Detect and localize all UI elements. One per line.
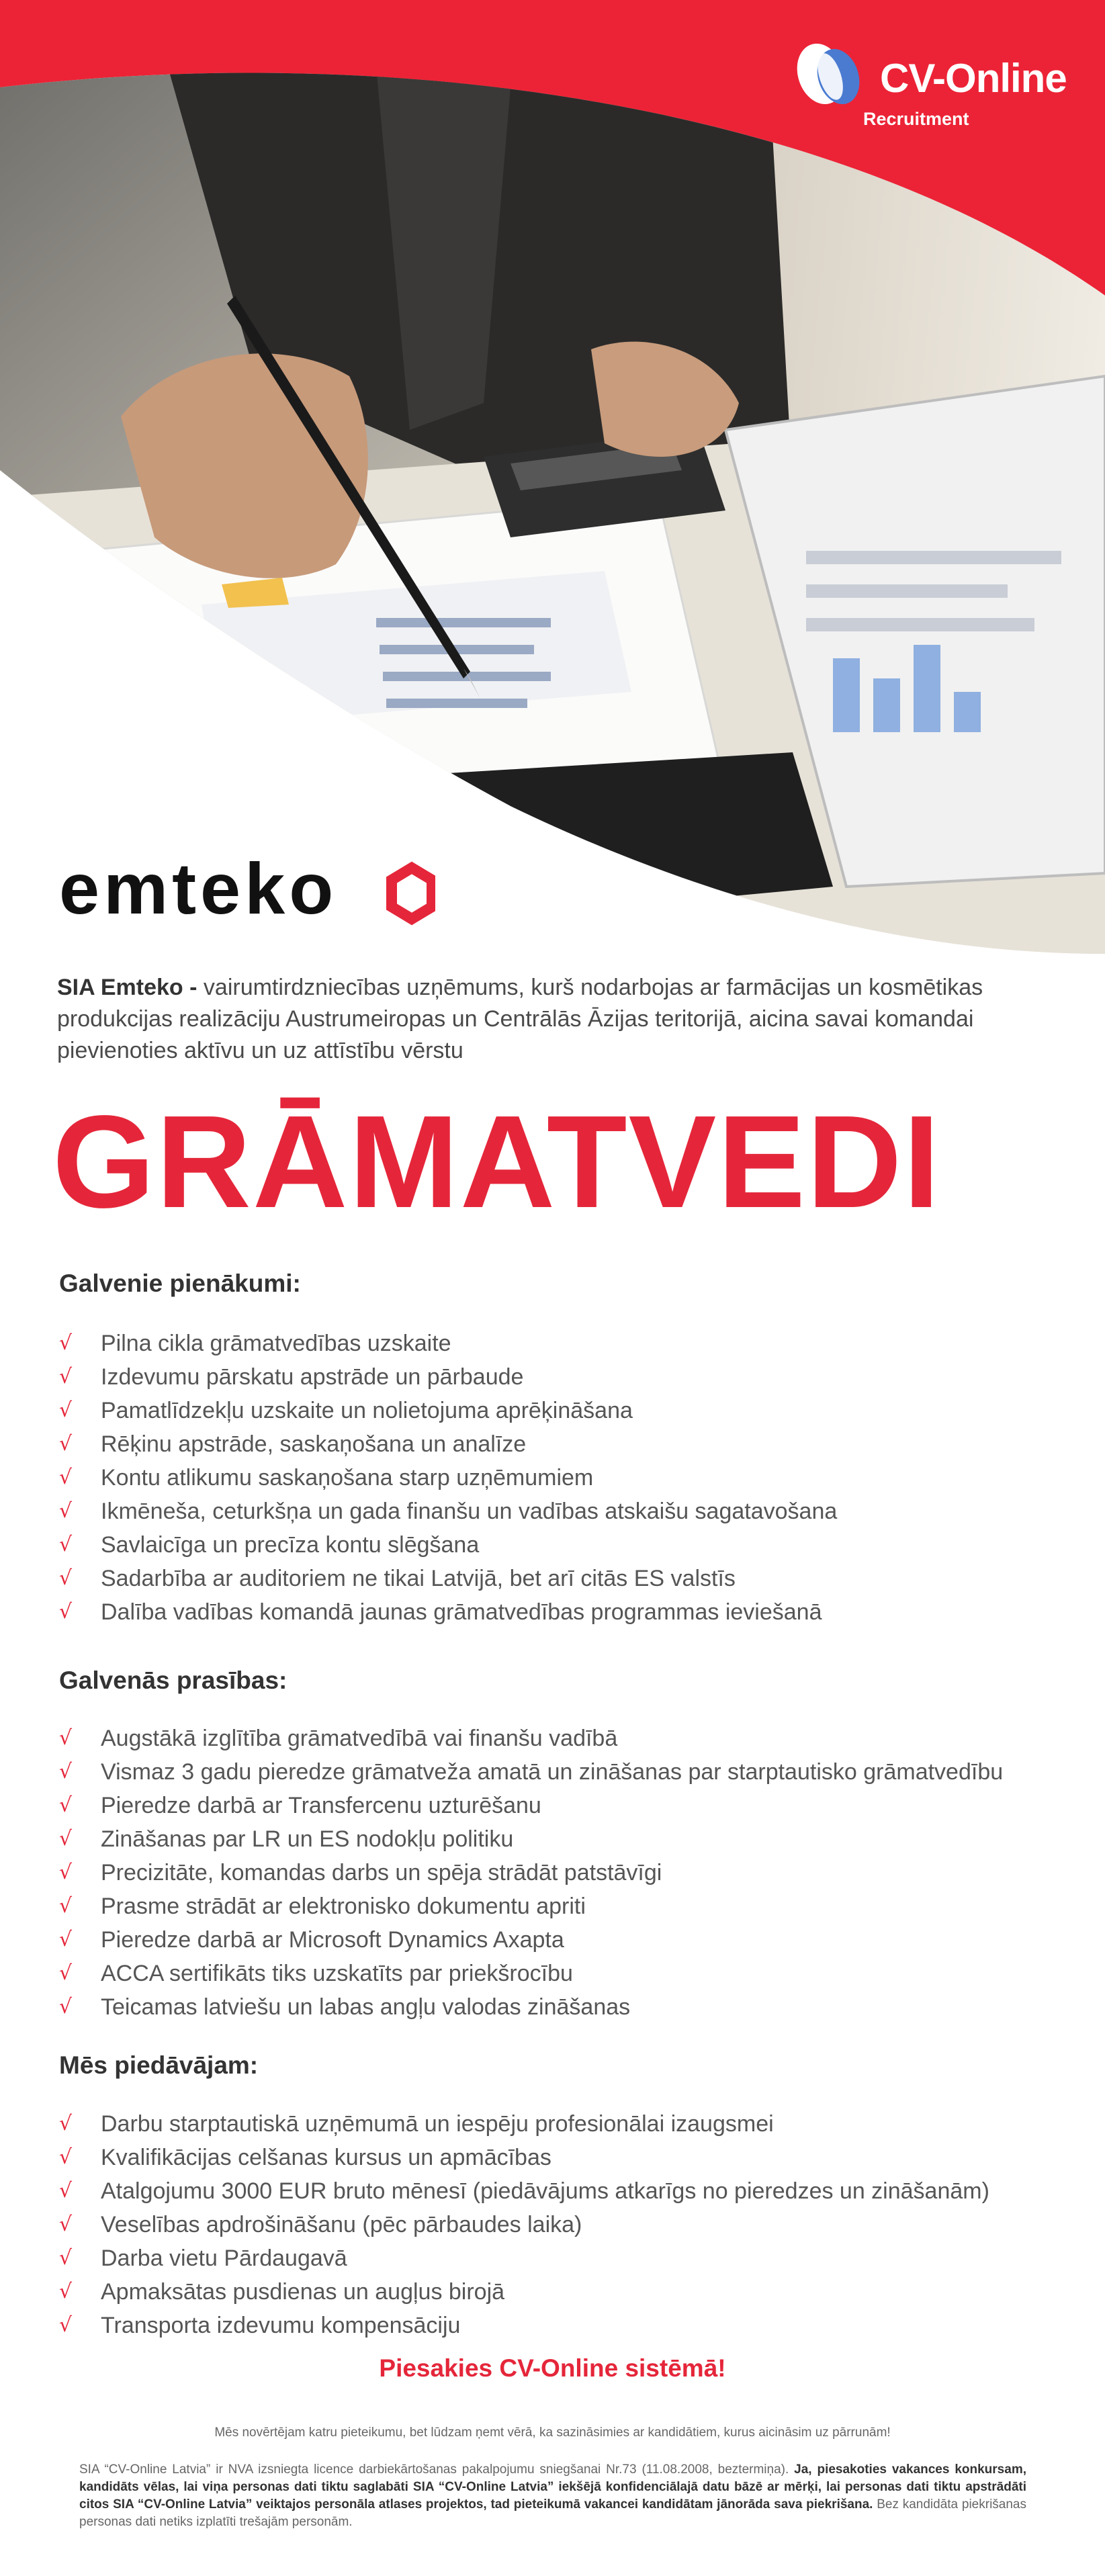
requirements-list [59,1722,1003,2024]
list-item-text: Ikmēneša, ceturkšņa un gada finanšu un vadības atskaišu sagatavošana [101,1499,838,1524]
list-item-text: Sadarbība ar auditoriem ne tikai Latvijā, bet arī citās ES valstīs [101,1566,736,1591]
duties-heading: Galvenie pienākumi: [59,1270,301,1297]
job-title: GRĀMATVEDI [52,1088,941,1235]
checkmark-icon: √ [59,1861,73,1884]
list-item-text: Zināšanas par LR un ES nodokļu politiku [101,1826,514,1852]
checkmark-icon: √ [59,1894,73,1918]
list-item [59,1990,1003,2024]
legal-privacy: Bez kandidāta piekrišanas personas dati netiks izplatīti trešajām personām. [79,2497,1026,2529]
legal-text [79,2461,1026,2531]
checkmark-icon: √ [59,1995,73,2018]
checkmark-icon: √ [59,1398,73,1422]
list-item-text: Veselības apdrošināšanu (pēc pārbaudes laika) [101,2212,582,2237]
checkmark-icon: √ [59,2145,73,2169]
list-item-text: Apmaksātas pusdienas un augļus birojā [101,2279,505,2305]
list-item-text: Izdevumu pārskatu apstrāde un pārbaude [101,1364,524,1390]
list-item [59,1495,837,1528]
list-item [59,2208,989,2241]
checkmark-icon: √ [59,1466,73,1489]
checkmark-icon: √ [59,2112,73,2135]
list-item [59,2174,989,2208]
checkmark-icon: √ [59,1928,73,1951]
list-item-text: Pieredze darbā ar Transfercenu uzturēšanu [101,1793,541,1818]
list-item-text: Darba vietu Pārdaugavā [101,2246,347,2271]
checkmark-icon: √ [59,1499,73,1523]
list-item [59,1755,1003,1789]
offer-list [59,2107,989,2342]
checkmark-icon: √ [59,1961,73,1985]
list-item-text: Teicamas latviešu un labas angļu valodas zināšanas [101,1994,631,2020]
list-item [59,1595,837,1629]
legal-license: SIA “CV-Online Latvia” ir NVA izsniegta licence darbiekārtošanas pakalpojumu sniegšanai Nr.73 (11.08.2008, beztermiņa). [79,2462,789,2477]
checkmark-icon: √ [59,1331,73,1355]
brand-name: CV-Online [880,56,1067,101]
list-item [59,2141,989,2174]
intro-paragraph [57,972,1038,1067]
cv-online-logo[interactable] [793,42,1075,129]
checkmark-icon: √ [59,1365,73,1388]
list-item-text: Pilna cikla grāmatvedības uzskaite [101,1331,451,1356]
checkmark-icon: √ [59,1793,73,1817]
list-item [59,2275,989,2309]
list-item-text: Savlaicīga un precīza kontu slēgšana [101,1532,480,1558]
hero-banner [0,0,1105,954]
list-item-text: Precizitāte, komandas darbs un spēja strādāt patstāvīgi [101,1860,662,1885]
list-item [59,1327,837,1360]
hexagon-icon [392,868,432,919]
list-item-text: Darbu starptautiskā uzņēmumā un iespēju profesionālai izaugsmei [101,2111,774,2137]
checkmark-icon: √ [59,2179,73,2203]
list-item-text: Dalība vadības komandā jaunas grāmatvedības programmas ieviešanā [101,1599,822,1625]
checkmark-icon: √ [59,1566,73,1590]
checkmark-icon: √ [59,1533,73,1556]
checkmark-icon: √ [59,2313,73,2337]
list-item-text: Vismaz 3 gadu pieredze grāmatveža amatā un zināšanas par starptautisko grāmatvedību [101,1759,1004,1785]
list-item [59,1923,1003,1957]
legal-consent: Ja, piesakoties vakances konkursam, kandidāts vēlas, lai viņa personas dati tiktu saglabāti SIA “CV-Online Latvia” iekšējā konfidenciālajā datu bāzē ar mērķi, lai personas dati tiktu apstrādāti citos SIA “CV-Online Latvia” veiktajos personāla atlases projektos, tad pieteikumā vakancei kandidātam jānorāda sava piekrišana. [79,2462,1026,2512]
list-item-text: Prasme strādāt ar elektronisko dokumentu apriti [101,1894,586,1919]
offer-heading: Mēs piedāvājam: [59,2051,259,2079]
checkmark-icon: √ [59,2280,73,2303]
checkmark-icon: √ [59,1432,73,1456]
checkmark-icon: √ [59,2213,73,2236]
list-item-text: Augstākā izglītība grāmatvedībā vai finanšu vadībā [101,1726,618,1751]
list-item [59,1461,837,1495]
emteko-logo-text: emteko [59,853,338,927]
list-item [59,1528,837,1562]
requirements-heading: Galvenās prasības: [59,1667,288,1694]
list-item [59,1822,1003,1856]
list-item-text: Pamatlīdzekļu uzskaite un nolietojuma aprēķināšana [101,1398,633,1423]
checkmark-icon: √ [59,1600,73,1624]
applications-note: Mēs novērtējam katru pieteikumu, bet lūdzam ņemt vērā, ka sazināsimies ar kandidātiem, kurus aicināsim uz pārrunām! [214,2426,891,2440]
list-item-text: Atalgojumu 3000 EUR bruto mēnesī (piedāvājums atkarīgs no pieredzes un zināšanām) [101,2178,989,2204]
emteko-logo [59,853,435,927]
company-name: SIA Emteko - [57,975,197,1000]
company-description: vairumtirdzniecības uzņēmums, kurš nodarbojas ar farmācijas un kosmētikas produkcijas realizāciju Austrumeiropas un Centrālās Āzijas teritorijā, aicina savai komandai pievienoties aktīvu un uz attīstību vērstu [57,975,983,1063]
list-item [59,1789,1003,1822]
list-item-text: Transporta izdevumu kompensāciju [101,2313,461,2338]
checkmark-icon: √ [59,1827,73,1851]
list-item-text: ACCA sertifikāts tiks uzskatīts par priekšrocību [101,1961,573,1986]
list-item [59,1957,1003,1990]
checkmark-icon: √ [59,2246,73,2270]
list-item [59,2241,989,2275]
list-item-text: Rēķinu apstrāde, saskaņošana un analīze [101,1431,527,1457]
list-item [59,1562,837,1595]
list-item [59,1360,837,1394]
list-item [59,1722,1003,1755]
brand-subtitle: Recruitment [863,109,969,129]
list-item [59,1394,837,1427]
list-item [59,2107,989,2141]
duties-list [59,1327,837,1629]
list-item [59,1427,837,1461]
list-item [59,1856,1003,1890]
list-item [59,1890,1003,1923]
list-item-text: Kontu atlikumu saskaņošana starp uzņēmumiem [101,1465,594,1491]
checkmark-icon: √ [59,1726,73,1750]
checkmark-icon: √ [59,1760,73,1783]
cv-online-emblem-icon [793,42,867,116]
list-item-text: Pieredze darbā ar Microsoft Dynamics Axapta [101,1927,564,1953]
apply-link[interactable]: Piesakies CV-Online sistēmā! [379,2354,726,2382]
list-item [59,2309,989,2342]
list-item-text: Kvalifikācijas celšanas kursus un apmācības [101,2145,551,2170]
